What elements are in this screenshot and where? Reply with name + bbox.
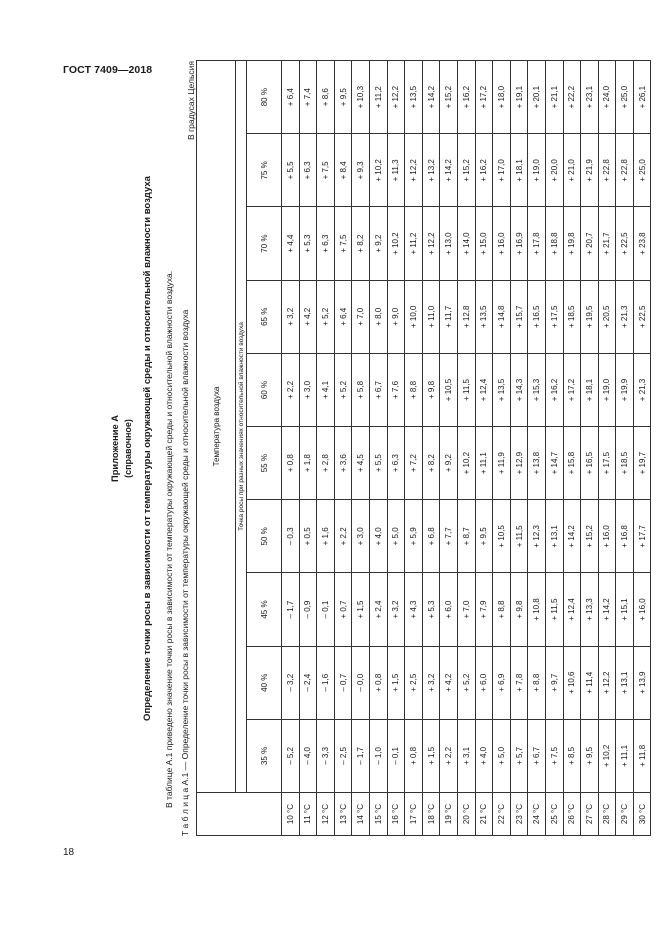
section-heading: Определение точки росы в зависимости от температуры окружающей среды и относительной влажности воздуха <box>142 176 153 721</box>
dew-point-cell: + 16,0 <box>493 207 511 280</box>
dew-point-cell: + 6,7 <box>369 353 387 426</box>
dew-point-cell: + 23,8 <box>633 207 651 280</box>
row-temperature: 19 °С <box>440 793 458 836</box>
dew-point-cell: + 8,8 <box>528 646 546 719</box>
dew-point-cell: + 2,2 <box>282 353 300 426</box>
dew-point-cell: + 7,5 <box>334 207 352 280</box>
dew-point-cell: + 7,5 <box>545 719 563 792</box>
table-row <box>317 61 335 836</box>
row-temperature: 16 °С <box>387 793 405 836</box>
dew-point-cell: + 1,5 <box>422 719 440 792</box>
dew-point-cell: + 3,1 <box>457 719 475 792</box>
table-body <box>282 61 651 836</box>
dew-point-cell: + 3,0 <box>299 353 317 426</box>
row-temperature: 12 °С <box>317 793 335 836</box>
dew-point-cell: + 24,0 <box>598 61 616 134</box>
dew-point-cell: + 13,5 <box>405 61 423 134</box>
dew-point-cell: + 6,7 <box>528 719 546 792</box>
dew-point-cell: + 17,2 <box>475 61 493 134</box>
dew-point-cell: + 5,7 <box>510 719 528 792</box>
dew-point-cell: + 6,9 <box>493 646 511 719</box>
table-row <box>282 61 300 836</box>
dew-point-cell: + 16,5 <box>581 427 599 500</box>
document-code: ГОСТ 7409—2018 <box>63 64 153 76</box>
dew-point-cell: + 22,2 <box>563 61 581 134</box>
dew-point-cell: + 5,5 <box>369 427 387 500</box>
dew-point-cell: + 9,2 <box>369 207 387 280</box>
dew-point-cell: + 17,2 <box>563 353 581 426</box>
dew-point-cell: + 13,3 <box>581 573 599 646</box>
dew-point-cell: + 6,4 <box>334 280 352 353</box>
dew-point-cell: + 22,5 <box>633 280 651 353</box>
dew-point-cell: + 11,0 <box>422 280 440 353</box>
appendix-note: (справочное) <box>123 419 133 478</box>
row-temperature: 15 °С <box>369 793 387 836</box>
dew-point-cell: + 4,4 <box>282 207 300 280</box>
dew-point-cell: + 9,0 <box>387 280 405 353</box>
dew-point-cell: + 14,8 <box>493 280 511 353</box>
dew-point-cell: + 6,0 <box>475 646 493 719</box>
column-header: 50 % <box>247 500 282 573</box>
dew-point-cell: + 20,1 <box>528 61 546 134</box>
dew-point-cell: + 10,2 <box>598 719 616 792</box>
dew-point-cell: + 2,5 <box>405 646 423 719</box>
dew-point-cell: + 21,7 <box>598 207 616 280</box>
table-row <box>387 61 405 836</box>
dew-point-cell: + 17,7 <box>633 500 651 573</box>
row-temperature: 27 °С <box>581 793 599 836</box>
dew-point-cell: + 8,8 <box>405 353 423 426</box>
dew-point-cell: + 3,2 <box>387 573 405 646</box>
dew-point-cell: – 1,0 <box>369 719 387 792</box>
intro-paragraph: В таблице А.1 приведено значение точки росы в зависимости от температуры окружающей среды и относительной влажности воздуха. <box>164 270 174 808</box>
dew-point-cell: + 17,8 <box>528 207 546 280</box>
table-row <box>352 61 370 836</box>
dew-point-cell: – 2,5 <box>334 719 352 792</box>
row-temperature: 24 °С <box>528 793 546 836</box>
dew-point-cell: + 15,7 <box>510 280 528 353</box>
header-cell-group: Точка росы при разных значениях относительной влажности воздуха <box>236 61 247 793</box>
dew-point-cell: + 13,1 <box>616 646 634 719</box>
dew-point-cell: + 7,0 <box>352 280 370 353</box>
dew-point-cell: + 18,8 <box>545 207 563 280</box>
dew-point-cell: + 16,2 <box>475 134 493 207</box>
dew-point-cell: – 3,2 <box>282 646 300 719</box>
table-row <box>440 61 458 836</box>
row-temperature: 21 °С <box>475 793 493 836</box>
dew-point-cell: + 7,4 <box>299 61 317 134</box>
dew-point-cell: + 21,0 <box>563 134 581 207</box>
dew-point-cell: + 6,0 <box>440 573 458 646</box>
appendix-title: Приложение А <box>110 415 120 482</box>
dew-point-cell: + 17,5 <box>545 280 563 353</box>
dew-point-cell: – 4,0 <box>299 719 317 792</box>
dew-point-cell: + 16,5 <box>528 280 546 353</box>
dew-point-cell: + 9,7 <box>545 646 563 719</box>
dew-point-cell: + 13,2 <box>422 134 440 207</box>
dew-point-cell: + 5,2 <box>317 280 335 353</box>
dew-point-cell: + 1,6 <box>317 500 335 573</box>
dew-point-cell: + 10,6 <box>563 646 581 719</box>
column-header: 80 % <box>247 61 282 134</box>
dew-point-cell: + 2,2 <box>334 500 352 573</box>
dew-point-cell: + 8,6 <box>317 61 335 134</box>
dew-point-cell: + 16,9 <box>510 207 528 280</box>
dew-point-cell: + 12,9 <box>510 427 528 500</box>
dew-point-cell: + 16,2 <box>457 61 475 134</box>
row-temperature: 20 °С <box>457 793 475 836</box>
dew-point-cell: + 15,2 <box>581 500 599 573</box>
header-cell-empty <box>197 793 282 836</box>
dew-point-cell: + 4,1 <box>317 353 335 426</box>
dew-point-cell: + 7,0 <box>457 573 475 646</box>
dew-point-cell: + 21,1 <box>545 61 563 134</box>
dew-point-cell: – 0,1 <box>317 573 335 646</box>
dew-point-cell: + 11,8 <box>633 719 651 792</box>
dew-point-cell: + 9,8 <box>422 353 440 426</box>
dew-point-cell: + 18,0 <box>493 61 511 134</box>
dew-point-cell: + 13,8 <box>528 427 546 500</box>
dew-point-cell: + 17,0 <box>493 134 511 207</box>
dew-point-cell: + 3,0 <box>352 500 370 573</box>
dew-point-cell: + 4,0 <box>475 719 493 792</box>
dew-point-cell: + 10,5 <box>493 500 511 573</box>
table-row <box>545 61 563 836</box>
dew-point-cell: + 16,0 <box>633 573 651 646</box>
dew-point-cell: + 7,6 <box>387 353 405 426</box>
dew-point-cell: + 4,2 <box>299 280 317 353</box>
dew-point-cell: + 8,5 <box>563 719 581 792</box>
dew-point-cell: + 5,9 <box>405 500 423 573</box>
dew-point-cell: + 11,2 <box>405 207 423 280</box>
dew-point-cell: + 2,2 <box>440 719 458 792</box>
table-row <box>563 61 581 836</box>
row-temperature: 17 °С <box>405 793 423 836</box>
dew-point-cell: + 8,2 <box>422 427 440 500</box>
dew-point-cell: + 5,3 <box>299 207 317 280</box>
rotated-page-content <box>102 61 647 836</box>
row-temperature: 10 °С <box>282 793 300 836</box>
dew-point-cell: + 10,2 <box>387 207 405 280</box>
row-temperature: 28 °С <box>598 793 616 836</box>
dew-point-cell: + 10,5 <box>440 353 458 426</box>
dew-point-cell: + 12,4 <box>563 573 581 646</box>
dew-point-cell: + 4,0 <box>369 500 387 573</box>
dew-point-cell: + 5,8 <box>352 353 370 426</box>
dew-point-cell: + 0,8 <box>369 646 387 719</box>
dew-point-cell: + 12,2 <box>387 61 405 134</box>
dew-point-cell: + 3,2 <box>422 646 440 719</box>
dew-point-cell: + 10,2 <box>369 134 387 207</box>
dew-point-cell: – 2,4 <box>299 646 317 719</box>
row-temperature: 26 °С <box>563 793 581 836</box>
table-row <box>405 61 423 836</box>
dew-point-cell: + 11,5 <box>457 353 475 426</box>
dew-point-cell: – 5,2 <box>282 719 300 792</box>
dew-point-cell: + 5,3 <box>422 573 440 646</box>
dew-point-cell: + 9,5 <box>581 719 599 792</box>
dew-point-cell: + 7,8 <box>510 646 528 719</box>
dew-point-cell: + 18,1 <box>510 134 528 207</box>
table-row <box>457 61 475 836</box>
dew-point-cell: + 3,6 <box>334 427 352 500</box>
table-row <box>475 61 493 836</box>
dew-point-cell: + 22,8 <box>598 134 616 207</box>
page-number: 18 <box>63 847 75 858</box>
dew-point-cell: + 11,5 <box>510 500 528 573</box>
dew-point-cell: + 13,5 <box>475 280 493 353</box>
dew-point-cell: + 19,9 <box>616 353 634 426</box>
dew-point-cell: + 15,8 <box>563 427 581 500</box>
dew-point-cell: + 14,2 <box>422 61 440 134</box>
dew-point-cell: + 7,2 <box>405 427 423 500</box>
dew-point-cell: + 0,8 <box>282 427 300 500</box>
header-cell-temperature: Температура воздуха <box>197 61 236 793</box>
dew-point-cell: – 0,9 <box>299 573 317 646</box>
dew-point-cell: + 11,3 <box>387 134 405 207</box>
dew-point-cell: + 5,5 <box>282 134 300 207</box>
column-header: 55 % <box>247 427 282 500</box>
dew-point-cell: + 15,2 <box>457 134 475 207</box>
dew-point-cell: + 11,2 <box>369 61 387 134</box>
dew-point-cell: + 25,0 <box>616 61 634 134</box>
column-header-row <box>247 61 282 836</box>
dew-point-cell: + 19,5 <box>581 280 599 353</box>
dew-point-cell: + 14,7 <box>545 427 563 500</box>
dew-point-cell: + 20,5 <box>598 280 616 353</box>
dew-point-cell: + 15,3 <box>528 353 546 426</box>
dew-point-cell: + 5,2 <box>457 646 475 719</box>
dew-point-cell: + 11,9 <box>493 427 511 500</box>
dew-point-cell: + 19,1 <box>510 61 528 134</box>
dew-point-cell: + 9,5 <box>475 500 493 573</box>
dew-point-cell: + 8,2 <box>352 207 370 280</box>
dew-point-cell: + 10,0 <box>405 280 423 353</box>
dew-point-cell: + 6,3 <box>387 427 405 500</box>
table-row <box>369 61 387 836</box>
dew-point-cell: + 9,8 <box>510 573 528 646</box>
dew-point-cell: + 5,2 <box>334 353 352 426</box>
dew-point-cell: – 1,6 <box>317 646 335 719</box>
dew-point-cell: + 12,2 <box>422 207 440 280</box>
dew-point-cell: + 21,3 <box>616 280 634 353</box>
dew-point-table <box>196 60 651 836</box>
column-header: 75 % <box>247 134 282 207</box>
dew-point-cell: + 12,2 <box>405 134 423 207</box>
dew-point-cell: + 17,5 <box>598 427 616 500</box>
dew-point-cell: + 16,0 <box>598 500 616 573</box>
dew-point-cell: + 12,8 <box>457 280 475 353</box>
dew-point-cell: + 25,0 <box>633 134 651 207</box>
dew-point-cell: + 2,8 <box>317 427 335 500</box>
dew-point-cell: + 18,5 <box>616 427 634 500</box>
dew-point-cell: + 1,5 <box>352 573 370 646</box>
dew-point-cell: + 6,3 <box>317 207 335 280</box>
column-header: 40 % <box>247 646 282 719</box>
dew-point-cell: + 14,2 <box>440 134 458 207</box>
dew-point-cell: + 19,0 <box>528 134 546 207</box>
column-header: 60 % <box>247 353 282 426</box>
table-row <box>422 61 440 836</box>
dew-point-cell: + 18,1 <box>581 353 599 426</box>
dew-point-cell: + 9,2 <box>440 427 458 500</box>
table-row <box>493 61 511 836</box>
dew-point-cell: + 11,5 <box>545 573 563 646</box>
dew-point-cell: + 10,2 <box>457 427 475 500</box>
table-caption: Т а б л и ц а А.1 — Определение точки росы в зависимости от температуры окружающей среды и относительной влажности воздуха <box>180 309 190 836</box>
dew-point-cell: + 10,8 <box>528 573 546 646</box>
dew-point-cell: + 12,4 <box>475 353 493 426</box>
dew-point-cell: + 9,3 <box>352 134 370 207</box>
dew-point-cell: + 8,7 <box>457 500 475 573</box>
dew-point-cell: + 16,2 <box>545 353 563 426</box>
table-row <box>633 61 651 836</box>
dew-point-cell: + 19,8 <box>563 207 581 280</box>
table-unit: В градусах Цельсия <box>186 61 196 141</box>
dew-point-cell: + 16,8 <box>616 500 634 573</box>
dew-point-cell: – 0,1 <box>387 719 405 792</box>
row-temperature: 13 °С <box>334 793 352 836</box>
dew-point-cell: + 0,5 <box>299 500 317 573</box>
dew-point-cell: + 15,1 <box>616 573 634 646</box>
dew-point-cell: + 12,3 <box>528 500 546 573</box>
table-row <box>598 61 616 836</box>
dew-point-cell: + 22,8 <box>616 134 634 207</box>
dew-point-cell: + 26,1 <box>633 61 651 134</box>
dew-point-cell: + 13,5 <box>493 353 511 426</box>
column-header: 45 % <box>247 573 282 646</box>
dew-point-cell: – 3,3 <box>317 719 335 792</box>
dew-point-cell: + 14,2 <box>563 500 581 573</box>
dew-point-cell: – 1,7 <box>352 719 370 792</box>
row-temperature: 14 °С <box>352 793 370 836</box>
dew-point-cell: + 21,3 <box>633 353 651 426</box>
dew-point-cell: – 0,3 <box>282 500 300 573</box>
dew-point-cell: – 0,7 <box>334 646 352 719</box>
dew-point-cell: + 20,7 <box>581 207 599 280</box>
dew-point-cell: + 15,0 <box>475 207 493 280</box>
dew-point-cell: + 13,1 <box>545 500 563 573</box>
dew-point-cell: + 11,1 <box>475 427 493 500</box>
dew-point-cell: – 0,0 <box>352 646 370 719</box>
dew-point-cell: + 6,8 <box>422 500 440 573</box>
dew-point-cell: + 11,7 <box>440 280 458 353</box>
column-header: 65 % <box>247 280 282 353</box>
row-temperature: 30 °С <box>633 793 651 836</box>
dew-point-cell: + 11,1 <box>616 719 634 792</box>
row-temperature: 23 °С <box>510 793 528 836</box>
dew-point-cell: + 23,1 <box>581 61 599 134</box>
dew-point-cell: + 1,5 <box>387 646 405 719</box>
dew-point-cell: + 3,2 <box>282 280 300 353</box>
dew-point-cell: + 4,5 <box>352 427 370 500</box>
dew-point-cell: + 19,7 <box>633 427 651 500</box>
table-row <box>299 61 317 836</box>
row-temperature: 18 °С <box>422 793 440 836</box>
dew-point-cell: + 21,9 <box>581 134 599 207</box>
dew-point-cell: + 13,9 <box>633 646 651 719</box>
table-row <box>581 61 599 836</box>
column-header: 70 % <box>247 207 282 280</box>
dew-point-cell: + 19,0 <box>598 353 616 426</box>
table-row <box>528 61 546 836</box>
dew-point-cell: + 11,4 <box>581 646 599 719</box>
table-row <box>616 61 634 836</box>
dew-point-cell: + 0,8 <box>405 719 423 792</box>
dew-point-cell: + 7,7 <box>440 500 458 573</box>
table-row <box>510 61 528 836</box>
dew-point-cell: + 8,0 <box>369 280 387 353</box>
dew-point-cell: + 12,2 <box>598 646 616 719</box>
dew-point-cell: + 15,2 <box>440 61 458 134</box>
dew-point-cell: + 14,3 <box>510 353 528 426</box>
dew-point-cell: + 14,2 <box>598 573 616 646</box>
dew-point-cell: + 6,4 <box>282 61 300 134</box>
dew-point-cell: + 20,0 <box>545 134 563 207</box>
dew-point-cell: + 8,8 <box>493 573 511 646</box>
dew-point-cell: + 4,3 <box>405 573 423 646</box>
table-row <box>334 61 352 836</box>
dew-point-cell: + 9,5 <box>334 61 352 134</box>
dew-point-cell: + 7,9 <box>475 573 493 646</box>
dew-point-cell: + 6,3 <box>299 134 317 207</box>
dew-point-cell: + 0,7 <box>334 573 352 646</box>
dew-point-cell: – 1,7 <box>282 573 300 646</box>
column-header: 35 % <box>247 719 282 792</box>
dew-point-cell: + 2,4 <box>369 573 387 646</box>
row-temperature: 22 °С <box>493 793 511 836</box>
row-temperature: 29 °С <box>616 793 634 836</box>
dew-point-cell: + 5,0 <box>493 719 511 792</box>
row-temperature: 25 °С <box>545 793 563 836</box>
dew-point-cell: + 4,2 <box>440 646 458 719</box>
dew-point-cell: + 8,4 <box>334 134 352 207</box>
dew-point-cell: + 13,0 <box>440 207 458 280</box>
dew-point-cell: + 7,5 <box>317 134 335 207</box>
dew-point-cell: + 18,5 <box>563 280 581 353</box>
row-temperature: 11 °С <box>299 793 317 836</box>
dew-point-cell: + 14,0 <box>457 207 475 280</box>
dew-point-cell: + 10,3 <box>352 61 370 134</box>
dew-point-cell: + 22,5 <box>616 207 634 280</box>
dew-point-cell: + 1,8 <box>299 427 317 500</box>
dew-point-cell: + 5,0 <box>387 500 405 573</box>
